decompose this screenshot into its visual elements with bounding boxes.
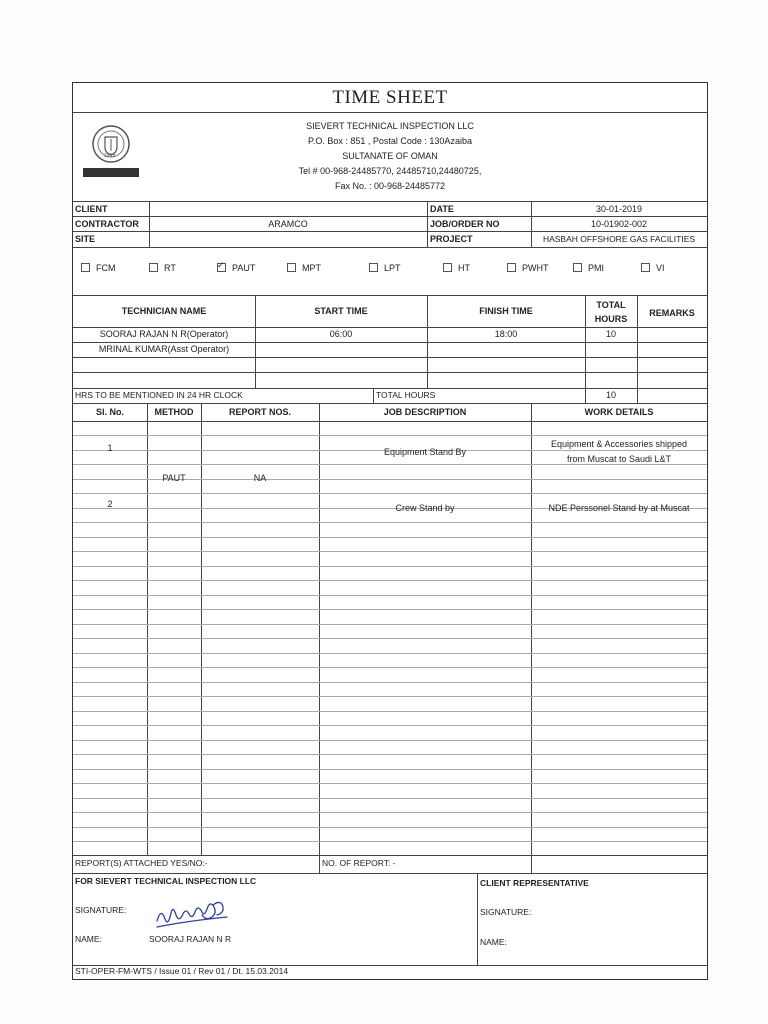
total-hours-value: 10 xyxy=(605,390,616,400)
ruled-line xyxy=(73,624,707,625)
ruled-line xyxy=(73,566,707,567)
ruled-line xyxy=(73,827,707,828)
total-hours: 10 xyxy=(605,329,616,339)
divider xyxy=(477,873,478,965)
ruled-line xyxy=(73,653,707,654)
divider xyxy=(73,112,707,113)
divider xyxy=(201,403,202,855)
checkbox-icon xyxy=(507,263,516,272)
header-total: TOTAL xyxy=(596,300,626,310)
sl-no: 1 xyxy=(107,443,113,453)
technician-name: SOORAJ RAJAN N R(Operator) xyxy=(99,329,229,339)
divider xyxy=(73,342,707,343)
reports-attached: REPORT(S) ATTACHED YES/NO:- xyxy=(75,858,208,868)
checkbox-vi[interactable]: VI xyxy=(641,263,665,273)
work-details: NDE Perssonel Stand by at Muscat xyxy=(548,503,690,513)
ruled-line xyxy=(73,696,707,697)
job-order-label: JOB/ORDER NO xyxy=(430,219,500,229)
total-hours-label: TOTAL HOURS xyxy=(376,390,436,400)
header-finish-time: FINISH TIME xyxy=(479,306,533,316)
checkbox-rt[interactable]: RT xyxy=(149,263,176,273)
company-country: SULTANATE OF OMAN xyxy=(342,151,438,161)
logo-text: SIEVERT xyxy=(92,177,130,184)
time-sheet-form xyxy=(72,82,708,980)
signature-icon xyxy=(153,897,243,933)
divider xyxy=(73,873,707,874)
ruled-line xyxy=(73,435,707,436)
checkbox-icon xyxy=(287,263,296,272)
checkbox-icon xyxy=(443,263,452,272)
divider xyxy=(585,295,586,403)
divider xyxy=(73,295,707,296)
ruled-line xyxy=(73,595,707,596)
ruled-line xyxy=(73,841,707,842)
client-name-label: NAME: xyxy=(480,937,507,947)
divider xyxy=(73,421,707,422)
ruled-line xyxy=(73,551,707,552)
name-label: NAME: xyxy=(75,934,102,944)
divider xyxy=(73,357,707,358)
work-details: from Muscat to Saudi L&T xyxy=(566,454,672,464)
company-tel: Tel # 00-968-24485770, 24485710,24480725, xyxy=(298,166,482,176)
signature-label: SIGNATURE: xyxy=(75,905,127,915)
divider xyxy=(147,403,148,855)
divider xyxy=(73,372,707,373)
date-value: 30-01-2019 xyxy=(595,204,643,214)
ruled-line xyxy=(73,638,707,639)
report-nos-value: NA xyxy=(253,473,267,483)
header-start-time: START TIME xyxy=(314,306,368,316)
ruled-line xyxy=(73,522,707,523)
ruled-line xyxy=(73,740,707,741)
header-remarks: REMARKS xyxy=(649,308,695,318)
checkbox-icon xyxy=(81,263,90,272)
header-sl-no: Sl. No. xyxy=(95,407,124,417)
checkbox-icon xyxy=(369,263,378,272)
date-label: DATE xyxy=(430,204,454,214)
checkbox-icon xyxy=(573,263,582,272)
checkbox-mpt[interactable]: MPT xyxy=(287,263,321,273)
divider xyxy=(373,388,374,403)
ruled-line xyxy=(73,798,707,799)
site-label: SITE xyxy=(75,234,96,244)
contractor-label: CONTRACTOR xyxy=(75,219,139,229)
company-fax: Fax No. : 00-968-24485772 xyxy=(334,181,446,191)
client-signature-label: SIGNATURE: xyxy=(480,907,532,917)
method-value: PAUT xyxy=(162,473,186,483)
company-name: SIEVERT TECHNICAL INSPECTION LLC xyxy=(306,121,474,131)
divider xyxy=(73,403,707,404)
sl-no: 2 xyxy=(107,499,113,509)
ruled-line xyxy=(73,667,707,668)
ruled-line xyxy=(73,783,707,784)
ruled-line xyxy=(73,812,707,813)
header-hours: HOURS xyxy=(594,314,628,324)
checkbox-checked-icon xyxy=(217,263,226,272)
project-value: HASBAH OFFSHORE GAS FACILITIES xyxy=(542,234,696,244)
no-of-report: NO. OF REPORT: - xyxy=(322,858,396,868)
ruled-line xyxy=(73,493,707,494)
checkbox-pmi[interactable]: PMI xyxy=(573,263,604,273)
checkbox-fcm[interactable]: FCM xyxy=(81,263,116,273)
finish-time: 18:00 xyxy=(494,329,518,339)
header-report-nos: REPORT NOS. xyxy=(228,407,291,417)
form-reference: STI-OPER-FM-WTS / Issue 01 / Rev 01 / Dt. 15.03.2014 xyxy=(75,966,289,976)
ruled-line xyxy=(73,754,707,755)
job-description: Crew Stand by xyxy=(395,503,455,513)
checkbox-pwht[interactable]: PWHT xyxy=(507,263,549,273)
work-details: Equipment & Accessories shipped xyxy=(550,439,688,449)
job-order-value: 10-01902-002 xyxy=(590,219,648,229)
name-value: SOORAJ RAJAN N R xyxy=(149,934,232,944)
client-label: CLIENT xyxy=(75,204,108,214)
checkbox-lpt[interactable]: LPT xyxy=(369,263,401,273)
job-description: Equipment Stand By xyxy=(383,447,467,457)
ruled-line xyxy=(73,537,707,538)
technician-name: MRINAL KUMAR(Asst Operator) xyxy=(98,344,230,354)
page-title: TIME SHEET xyxy=(332,87,448,108)
divider xyxy=(73,201,707,202)
header-job-description: JOB DESCRIPTION xyxy=(383,407,467,417)
divider xyxy=(73,327,707,328)
company-address: P.O. Box : 851 , Postal Code : 130Azaiba xyxy=(308,136,472,146)
ruled-line xyxy=(73,725,707,726)
checkbox-icon xyxy=(641,263,650,272)
logo-year: 1999 xyxy=(104,153,116,159)
start-time: 06:00 xyxy=(329,329,353,339)
header-work-details: WORK DETAILS xyxy=(584,407,654,417)
header-technician-name: TECHNICIAN NAME xyxy=(121,306,207,316)
header-method: METHOD xyxy=(154,407,194,417)
divider xyxy=(73,247,707,248)
ruled-line xyxy=(73,609,707,610)
divider xyxy=(73,216,707,217)
client-representative-label: CLIENT REPRESENTATIVE xyxy=(480,878,589,888)
client-value: ARAMCO xyxy=(268,219,308,229)
checkbox-paut[interactable]: ✓ PAUT xyxy=(217,263,255,273)
for-company-label: FOR SIEVERT TECHNICAL INSPECTION LLC xyxy=(75,876,257,886)
divider xyxy=(73,231,707,232)
divider xyxy=(427,201,428,247)
ruled-line xyxy=(73,711,707,712)
ruled-line xyxy=(73,682,707,683)
divider xyxy=(73,855,707,856)
ruled-line xyxy=(73,580,707,581)
clock-note: HRS TO BE MENTIONED IN 24 HR CLOCK xyxy=(75,390,243,400)
project-label: PROJECT xyxy=(430,234,473,244)
divider xyxy=(73,388,707,389)
checkbox-ht[interactable]: HT xyxy=(443,263,470,273)
checkbox-icon xyxy=(149,263,158,272)
ruled-line xyxy=(73,769,707,770)
